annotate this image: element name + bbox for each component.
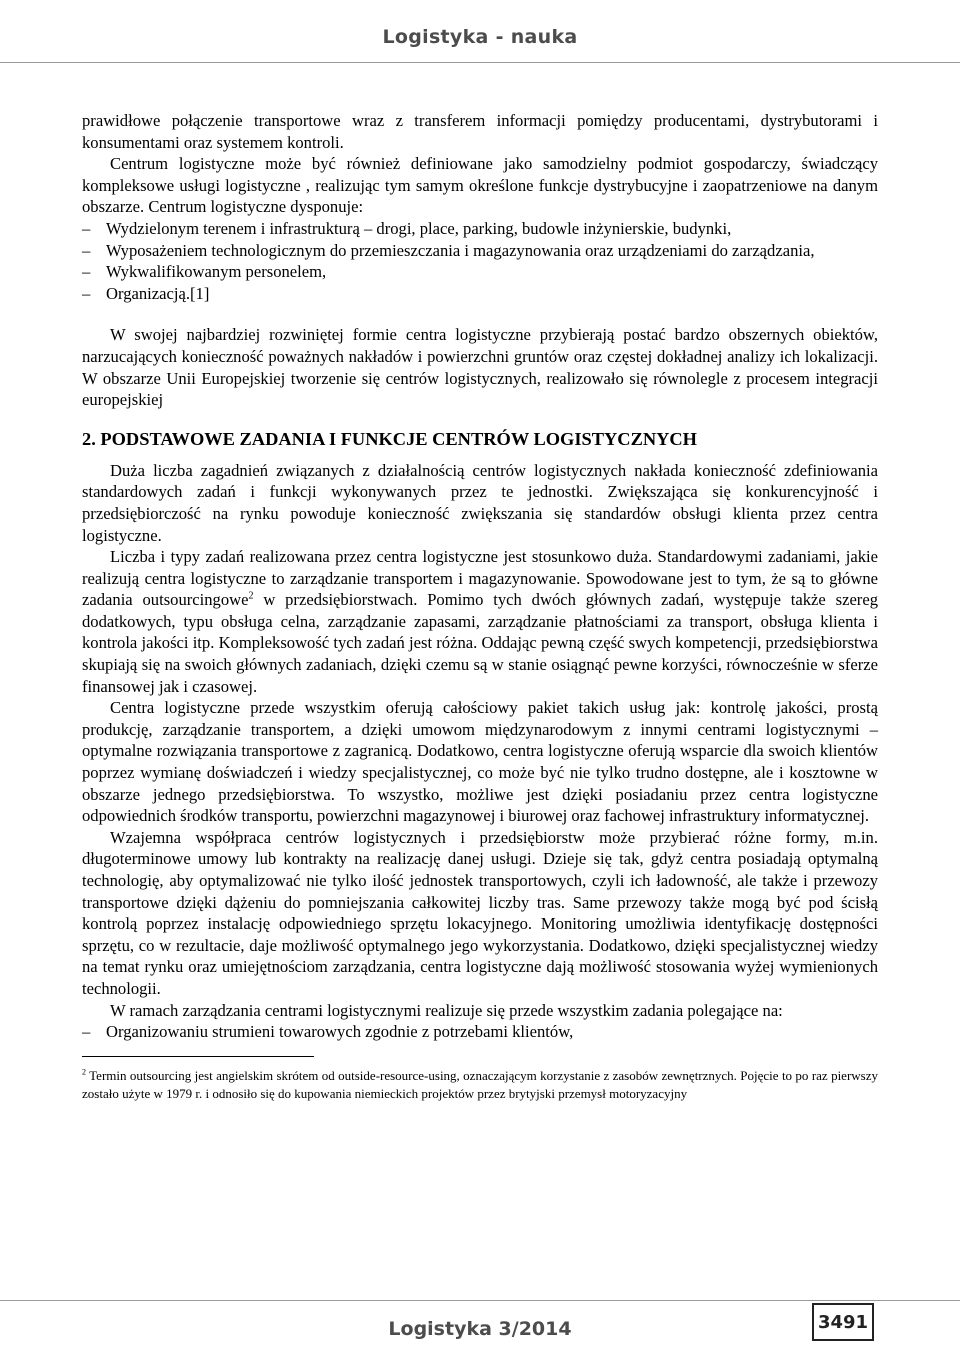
- footnote-divider: [82, 1056, 314, 1057]
- journal-issue-footer: Logistyka 3/2014: [388, 1318, 572, 1340]
- list-item: – Wykwalifikowanym personelem,: [82, 262, 327, 282]
- page-number: 3491: [817, 1311, 869, 1333]
- footnote: [82, 1067, 878, 1103]
- list-item: – Organizacją.[1]: [82, 283, 210, 303]
- paragraph: Centra logistyczne przede wszystkim oferują całościowy pakiet takich usług jak: kontrolę jakości, prostą produkcję, zarządzanie transportem, a dzięki umowom międzynarodowym z innymi centrami logistycznymi – optymalne rozwiązania transportowe z zagranicą. Dodatkowo, centra logistyczne oferują wsparcie dla swoich klientów poprzez wymianę doświadczeń i wiedzy specjalistycznej, co może być nie tylko trudno dostępne, ale i kosztowne w obszarze jednego przedsiębiorstwa. To wszystko, możliwe jest dzięki posiadaniu przez centra logistyczne odpowiednich środków transportu, powierzchni magazynowej i biurowej oraz fachowej infrastruktury informatycznej.: [82, 698, 878, 826]
- dash-bullet: –: [82, 218, 91, 238]
- paragraph: Liczba i typy zadań realizowana przez centra logistyczne jest stosunkowo duża. Standardowymi zadaniami, jakie realizują centra logistyczne to zarządzanie transportem i magazynowanie. Spowodowane jest to tym, że są to główne zadania outsourcingowe$^2$ w przedsiębiorstwach. Pomimo tych dwóch głównych zadań, występuje także szereg dodatkowych, typu obsługa celna, zarządzanie zapasami, zarządzanie płatnościami za transport, obsługa klienta i kontrola jakości itp. Kompleksowość tych zadań jest różna. Oddając pewną część swych kompetencji, przedsiębiorstwa skupiają się na swoich głównych zadaniach, dzięki czemu są w stanie osiągnąć pewne korzyści, równocześnie w sferze finansowej jak i czasowej.: [82, 547, 878, 696]
- paragraph: W ramach zarządzania centrami logistycznymi realizuje się przede wszystkim zadania polegające na:: [110, 1000, 783, 1020]
- paragraph: Wzajemna współpraca centrów logistycznych i przedsiębiorstw może przybierać różne formy, m.in. długoterminowe umowy lub kontrakty na realizację danej usługi. Dzieje się tak, gdyż centra posiadają optymalną technologię, aby optymalizować nie tylko ilość jednostek transportowych, czyli ich ładowność, ale także i przewozy transportowe dzięki dążeniu do pomniejszania całkowitej liczby tras. Same przewozy także mogą być pod ścisłą kontrolą poprzez instalację odpowiedniego sprzętu lokacyjnego. Monitoring umożliwia identyfikację dostępności sprzętu, co w rezultacie, daje możliwość optymalnego jego wykorzystania. Dodatkowo, dzięki specjalistycznej wiedzy na temat rynku oraz umiejętnościom zarządzania, centra logistyczne dają możliwość stosowania wyżej wymienionych technologii.: [82, 827, 878, 998]
- dash-bullet: –: [82, 262, 91, 282]
- footer-divider: [0, 1300, 960, 1301]
- dash-bullet: –: [82, 240, 91, 260]
- page-number-box: [812, 1303, 874, 1341]
- journal-section-header: Logistyka - nauka: [382, 26, 578, 48]
- list-item: – Wyposażeniem technologicznym do przemieszczania i magazynowania oraz urządzeniami do zarządzania,: [82, 240, 815, 260]
- footnote-text: Termin outsourcing jest angielskim skrótem od outside-resource-using, oznaczającym korzystanie z zasobów zewnętrznych. Pojęcie to po raz pierwszy zostało użyte w 1979 r. i odnosiło się do kupowania niemieckich projektów przez brytyjski przemysł motoryzacyjny: [82, 1067, 878, 1101]
- paragraph: Centrum logistyczne może być również definiowane jako samodzielny podmiot gospodarczy, świadczący kompleksowe usługi logistyczne , realizując tym samym określone funkcje dystrybucyjne i zaopatrzeniowe na danym obszarze. Centrum logistyczne dysponuje:: [82, 154, 878, 217]
- header-divider: [0, 62, 960, 63]
- footnote-number: 2: [82, 1067, 86, 1077]
- paragraph: Duża liczba zagadnień związanych z działalnością centrów logistycznych nakłada konieczność zdefiniowania standardowych zadań i funkcji wykonywanych przez te jednostki. Zwiększająca się konkurencyjność i przedsiębiorczość na rynku powoduje konieczność zwiększania się standardów obsługi klienta przez centra logistyczne.: [82, 460, 878, 545]
- dash-bullet: –: [82, 1022, 91, 1042]
- dash-bullet: –: [82, 283, 91, 303]
- paragraph: W swojej najbardziej rozwiniętej formie centra logistyczne przybierają postać bardzo obszernych obiektów, narzucających konieczność poważnych nakładów i powierzchni gruntów oraz częstej dokładnej analizy ich lokalizacji. W obszarze Unii Europejskiej tworzenie się centrów logistycznych, realizowało się równolegle z procesem integracji europejskiej: [82, 325, 878, 410]
- section-heading: 2. PODSTAWOWE ZADANIA I FUNKCJE CENTRÓW LOGISTYCZNYCH: [82, 428, 697, 449]
- article-body: [82, 110, 878, 1103]
- footnote-reference: 2: [248, 590, 254, 602]
- list-item: – Organizowaniu strumieni towarowych zgodnie z potrzebami klientów,: [82, 1022, 574, 1042]
- list-item: – Wydzielonym terenem i infrastrukturą – drogi, place, parking, budowle inżynierskie, budynki,: [82, 218, 732, 238]
- paragraph: prawidłowe połączenie transportowe wraz z transferem informacji pomiędzy producentami, dystrybutorami i konsumentami oraz systemem kontroli.: [82, 111, 878, 152]
